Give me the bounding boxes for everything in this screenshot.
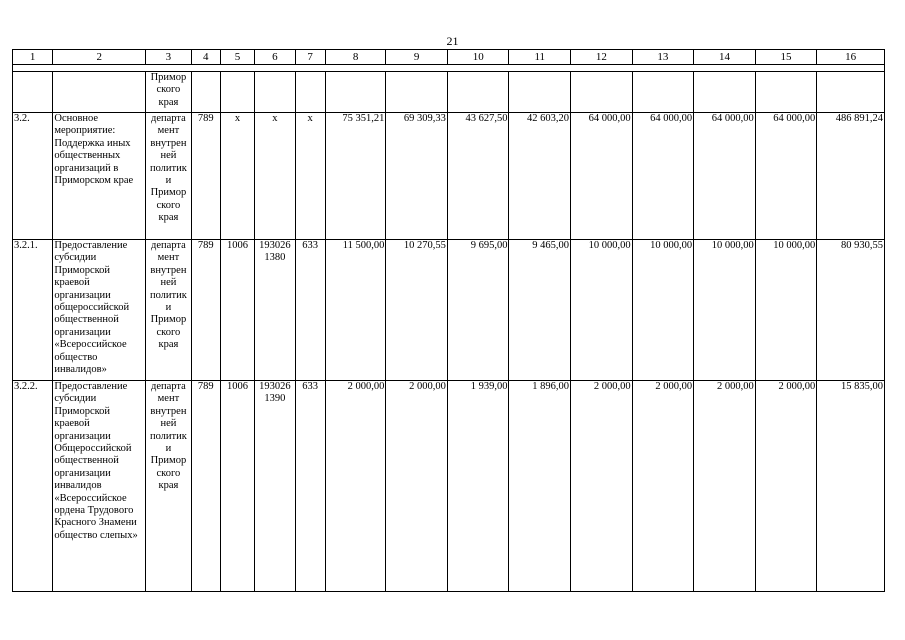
amount-col15: 64 000,00: [755, 113, 817, 240]
executor: департа мент внутрен ней политик и Примор ского края: [146, 240, 191, 381]
header-gap: [13, 65, 885, 72]
grbs-code: [191, 72, 220, 113]
amount-col11: 42 603,20: [509, 113, 571, 240]
target-article-code: x: [255, 113, 295, 240]
amount-col14: 2 000,00: [694, 381, 756, 592]
table-row: [13, 381, 885, 592]
amount-col13: 64 000,00: [632, 113, 694, 240]
column-number: 9: [386, 50, 448, 65]
amount-col9: [386, 72, 448, 113]
column-number: 12: [571, 50, 633, 65]
amount-total: 80 930,55: [817, 240, 885, 381]
executor: департа мент внутрен ней политик и Примор ского края: [146, 381, 191, 592]
column-number: 6: [255, 50, 295, 65]
amount-col14: [694, 72, 756, 113]
grbs-code: 789: [191, 113, 220, 240]
expense-type-code: x: [295, 113, 325, 240]
column-number: 11: [509, 50, 571, 65]
page-number: 21: [446, 34, 459, 48]
amount-col13: [632, 72, 694, 113]
amount-col12: [571, 72, 633, 113]
amount-col14: 10 000,00: [694, 240, 756, 381]
item-number: 3.2.: [13, 113, 53, 240]
amount-col15: 2 000,00: [755, 381, 817, 592]
item-number: 3.2.1.: [13, 240, 53, 381]
amount-col12: 2 000,00: [571, 381, 633, 592]
expense-type-code: 633: [295, 381, 325, 592]
amount-col12: 10 000,00: [571, 240, 633, 381]
amount-col10: 9 695,00: [447, 240, 509, 381]
amount-col11: [509, 72, 571, 113]
section-code: 1006: [220, 381, 254, 592]
item-description: Предоставление субсидии Приморской краевой организации Общероссийской общественной организации инвалидов «Всероссийское ордена Трудового Красного Знамени общество слепых»: [53, 381, 146, 592]
column-number: 4: [191, 50, 220, 65]
target-article-code: [255, 72, 295, 113]
grbs-code: 789: [191, 381, 220, 592]
column-number: 14: [694, 50, 756, 65]
item-description: [53, 72, 146, 113]
executor: департа мент внутрен ней политик и Примор ского края: [146, 113, 191, 240]
amount-col14: 64 000,00: [694, 113, 756, 240]
column-number: 13: [632, 50, 694, 65]
column-number: 15: [755, 50, 817, 65]
executor: Примор ского края: [146, 72, 191, 113]
section-code: x: [220, 113, 254, 240]
amount-col10: [447, 72, 509, 113]
amount-col8: 75 351,21: [325, 113, 386, 240]
amount-col12: 64 000,00: [571, 113, 633, 240]
amount-col13: 2 000,00: [632, 381, 694, 592]
amount-total: 486 891,24: [817, 113, 885, 240]
column-number: 1: [13, 50, 53, 65]
budget-table: [12, 49, 885, 592]
section-code: 1006: [220, 240, 254, 381]
amount-col13: 10 000,00: [632, 240, 694, 381]
amount-col10: 43 627,50: [447, 113, 509, 240]
amount-col15: [755, 72, 817, 113]
table-row: [13, 240, 885, 381]
item-number: 3.2.2.: [13, 381, 53, 592]
column-number: 5: [220, 50, 254, 65]
column-number-row: [13, 50, 885, 65]
amount-col8: 11 500,00: [325, 240, 386, 381]
amount-col8: 2 000,00: [325, 381, 386, 592]
amount-total: [817, 72, 885, 113]
gap-cell: [13, 65, 885, 72]
target-article-code: 193026 1380: [255, 240, 295, 381]
expense-type-code: 633: [295, 240, 325, 381]
table-row: [13, 72, 885, 113]
column-number: 10: [447, 50, 509, 65]
amount-col9: 2 000,00: [386, 381, 448, 592]
amount-col11: 1 896,00: [509, 381, 571, 592]
grbs-code: 789: [191, 240, 220, 381]
item-description: Основное мероприятие: Поддержка иных общественных организаций в Приморском крае: [53, 113, 146, 240]
amount-col8: [325, 72, 386, 113]
item-description: Предоставление субсидии Приморской краевой организации общероссийской общественной организации «Всероссийское общество инвалидов»: [53, 240, 146, 381]
section-code: [220, 72, 254, 113]
target-article-code: 193026 1390: [255, 381, 295, 592]
amount-col9: 10 270,55: [386, 240, 448, 381]
amount-col15: 10 000,00: [755, 240, 817, 381]
amount-col10: 1 939,00: [447, 381, 509, 592]
column-number: 3: [146, 50, 191, 65]
column-number: 2: [53, 50, 146, 65]
table-row: [13, 113, 885, 240]
amount-col11: 9 465,00: [509, 240, 571, 381]
item-number: [13, 72, 53, 113]
column-number: 8: [325, 50, 386, 65]
amount-total: 15 835,00: [817, 381, 885, 592]
column-number: 7: [295, 50, 325, 65]
expense-type-code: [295, 72, 325, 113]
amount-col9: 69 309,33: [386, 113, 448, 240]
column-number: 16: [817, 50, 885, 65]
